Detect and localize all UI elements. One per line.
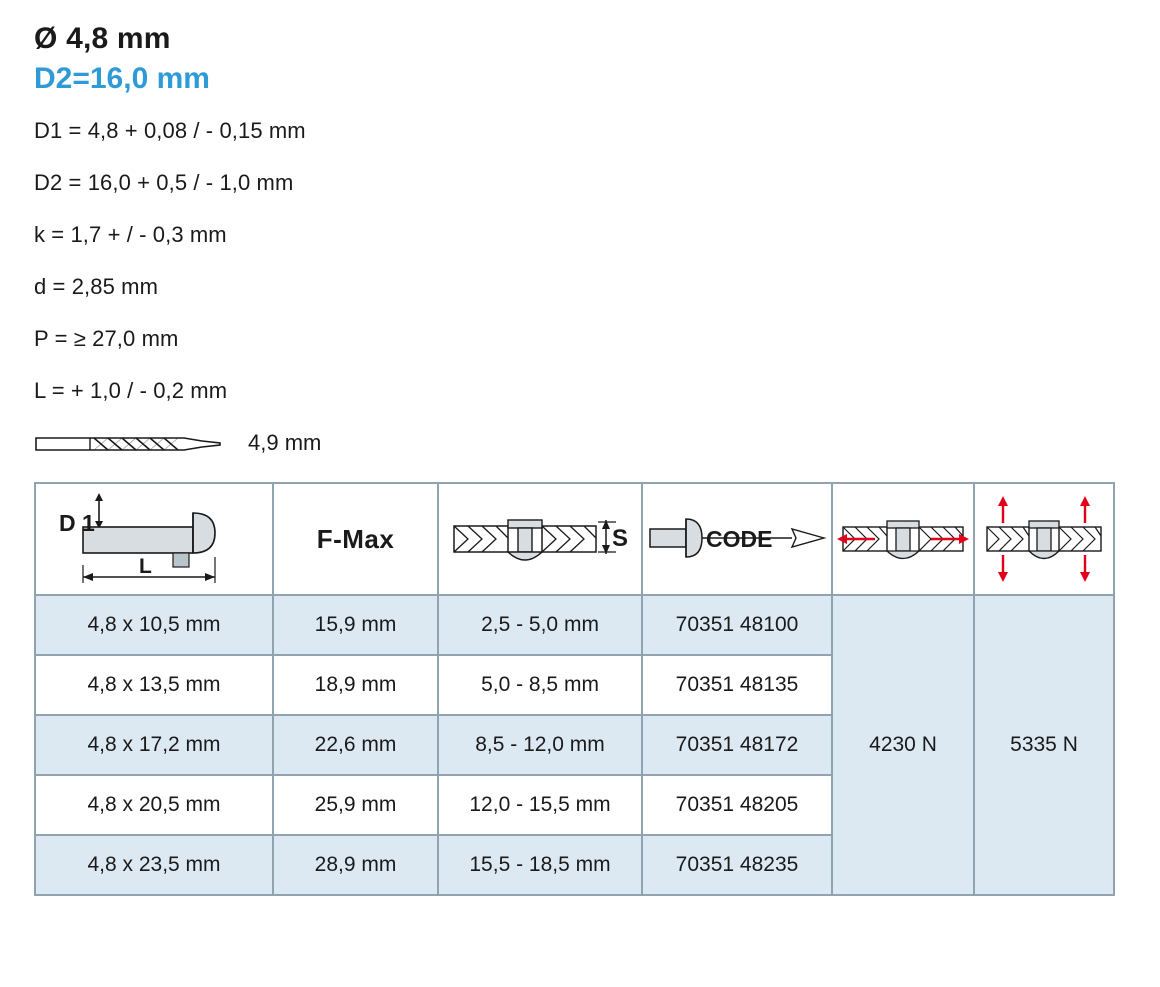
header-cell-code	[642, 483, 832, 595]
spec-line-p: P = ≥ 27,0 mm	[34, 326, 179, 351]
svg-text:S: S	[611, 525, 628, 552]
cell-grip: 5,0 - 8,5 mm	[438, 655, 642, 715]
header-cell-grip-range	[438, 483, 642, 595]
cell-tensile-force: 5335 N	[974, 595, 1114, 895]
fmax-label: F-Max	[316, 523, 395, 554]
cell-size: 4,8 x 23,5 mm	[35, 835, 273, 895]
spec-line-k: k = 1,7 + / - 0,3 mm	[34, 222, 227, 247]
svg-text:D 1: D 1	[58, 510, 95, 536]
cell-fmax: 25,9 mm	[273, 775, 438, 835]
drill-size-label: 4,9 mm	[248, 430, 322, 455]
table-row	[35, 595, 1114, 655]
cell-fmax: 15,9 mm	[273, 595, 438, 655]
cell-grip: 8,5 - 12,0 mm	[438, 715, 642, 775]
page-subtitle: D2=16,0 mm	[34, 62, 210, 95]
cell-code: 70351 48172	[642, 715, 832, 775]
header-cell-tensile	[974, 483, 1114, 595]
cell-fmax: 18,9 mm	[273, 655, 438, 715]
cell-fmax: 22,6 mm	[273, 715, 438, 775]
rivet-grip-range-icon	[448, 496, 633, 582]
spec-line-l: L = + 1,0 / - 0,2 mm	[34, 378, 228, 403]
spec-line-d: d = 2,85 mm	[34, 274, 158, 299]
header-cell-shear	[832, 483, 974, 595]
cell-size: 4,8 x 20,5 mm	[35, 775, 273, 835]
rivet-dimension-icon	[47, 487, 262, 591]
cell-code: 70351 48235	[642, 835, 832, 895]
rivet-specification-table	[34, 482, 1115, 896]
cell-code: 70351 48100	[642, 595, 832, 655]
spec-line-d2: D2 = 16,0 + 0,5 / - 1,0 mm	[34, 170, 294, 195]
cell-shear-force: 4230 N	[832, 595, 974, 895]
header-cell-fmax	[273, 483, 438, 595]
cell-code: 70351 48205	[642, 775, 832, 835]
svg-text:CODE: CODE	[706, 526, 773, 552]
cell-grip: 2,5 - 5,0 mm	[438, 595, 642, 655]
header-cell-dimension	[35, 483, 273, 595]
table-header-row	[35, 483, 1114, 595]
svg-text:L: L	[138, 555, 152, 578]
spec-line-d1: D1 = 4,8 + 0,08 / - 0,15 mm	[34, 118, 306, 143]
tensile-strength-icon	[977, 493, 1111, 585]
drill-bit-icon	[34, 430, 234, 456]
cell-grip: 12,0 - 15,5 mm	[438, 775, 642, 835]
rivet-code-icon	[646, 509, 828, 569]
cell-size: 4,8 x 17,2 mm	[35, 715, 273, 775]
cell-size: 4,8 x 10,5 mm	[35, 595, 273, 655]
cell-fmax: 28,9 mm	[273, 835, 438, 895]
cell-size: 4,8 x 13,5 mm	[35, 655, 273, 715]
cell-grip: 15,5 - 18,5 mm	[438, 835, 642, 895]
drill-specification	[34, 430, 1130, 456]
cell-code: 70351 48135	[642, 655, 832, 715]
shear-strength-icon	[835, 499, 971, 579]
page-title: Ø 4,8 mm	[34, 22, 171, 55]
